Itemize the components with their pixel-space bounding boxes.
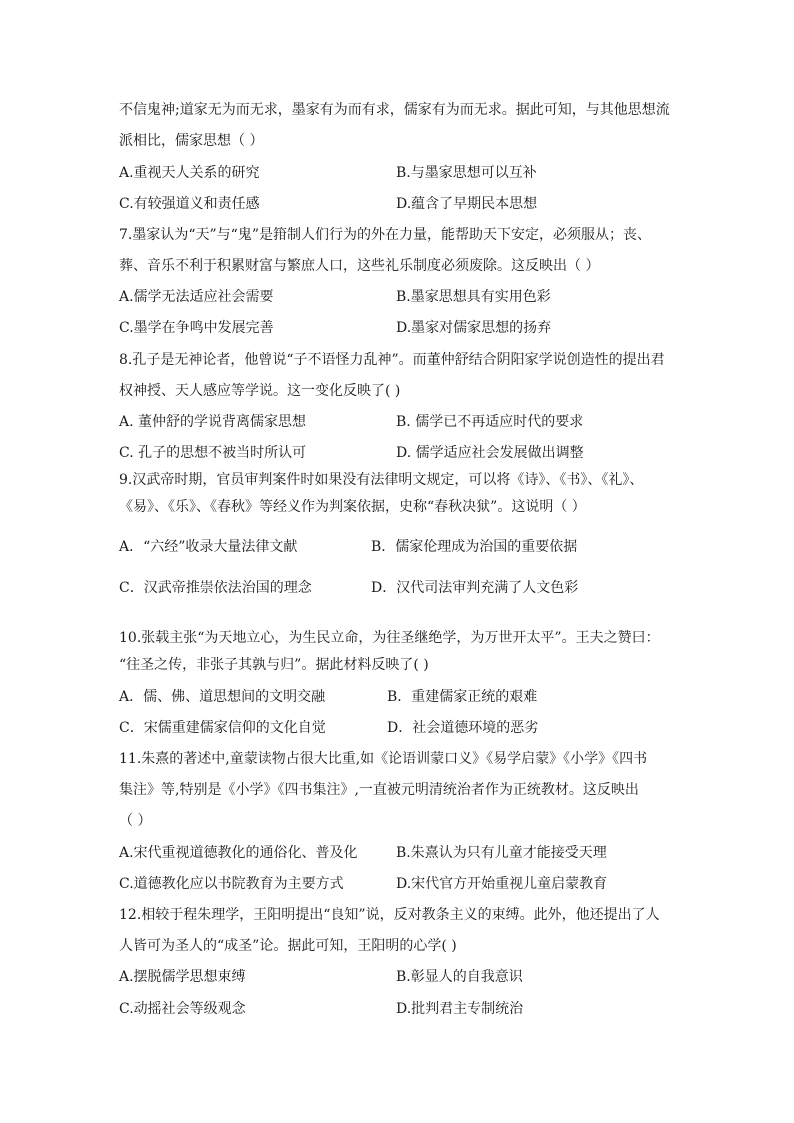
option-d: D.墨家对儒家思想的扬弃: [396, 320, 552, 336]
option-c: C.有较强道义和责任感: [119, 196, 260, 212]
option-a: A．儒、佛、道思想间的文明交融: [119, 689, 326, 705]
option-a: A. 董仲舒的学说背离儒家思想: [119, 414, 307, 430]
option-d: D.蕴含了早期民本思想: [396, 196, 538, 212]
option-c: C.动摇社会等级观念: [119, 1001, 246, 1017]
option-a: A.儒学无法适应社会需要: [119, 289, 274, 305]
question-stem-line: “往圣之传，非张子其孰与归”。据此材料反映了( ): [119, 657, 429, 673]
option-c: C.道德教化应以书院教育为主要方式: [119, 876, 344, 892]
question-stem-line: 7.墨家认为“天”与“鬼”是箝制人们行为的外在力量，能帮助天下安定，必须服从；丧、: [119, 227, 651, 243]
option-c: C．宋儒重建儒家信仰的文化自觉: [119, 720, 326, 736]
option-a: A.宋代重视道德教化的通俗化、普及化: [119, 845, 358, 861]
option-c: C．汉武帝推崇依法治国的理念: [119, 580, 312, 596]
option-d: D.批判君主专制统治: [396, 1001, 524, 1017]
option-d: D．社会道德环境的恶劣: [387, 720, 539, 736]
option-b: B.朱熹认为只有儿童才能接受天理: [396, 845, 607, 861]
question-stem-line: 9.汉武帝时期，官员审判案件时如果没有法律明文规定，可以将《诗》、《书》、《礼》、: [119, 472, 644, 488]
option-b: B．重建儒家正统的艰难: [387, 689, 538, 705]
question-stem-line: 《易》、《乐》、《春秋》等经义作为判案依据，史称“春秋决狱”。这说明（ ）: [119, 499, 586, 515]
option-b: B.彰显人的自我意识: [396, 969, 523, 985]
question-stem-line: 11.朱熹的著述中,童蒙读物占很大比重,如《论语训蒙口义》《易学启蒙》《小学》《四书: [119, 751, 648, 767]
question-stem-line: 10.张载主张“为天地立心，为生民立命，为往圣继绝学，为万世开太平”。王夫之赞曰：: [119, 630, 660, 646]
question-stem-line: （ ）: [119, 813, 152, 829]
question-stem-line: 不信鬼神;道家无为而无求，墨家有为而有求，儒家有为而无求。据此可知，与其他思想流: [119, 102, 670, 118]
option-d: D．汉代司法审判充满了人文色彩: [371, 580, 579, 596]
option-d: D.宋代官方开始重视儿童启蒙教育: [396, 876, 608, 892]
question-stem-line: 12.相较于程朱理学，王阳明提出“良知”说，反对教条主义的束缚。此外，他还提出了人: [119, 907, 660, 923]
question-stem-line: 集注》等,特别是《小学》《四书集注》,一直被元明清统治者作为正统教材。这反映出: [119, 782, 639, 798]
option-b: B. 儒学已不再适应时代的要求: [396, 414, 584, 430]
question-stem-line: 8.孔子是无神论者，他曾说“子不语怪力乱神”。而董仲舒结合阴阳家学说创造性的提出君: [119, 352, 665, 368]
question-stem-line: 葬、音乐不利于积累财富与繁庶人口，这些礼乐制度必须废除。这反映出（ ）: [119, 258, 600, 274]
option-d: D. 儒学适应社会发展做出调整: [396, 445, 584, 461]
option-b: B．儒家伦理成为治国的重要依据: [371, 539, 578, 555]
question-stem-line: 权神授、天人感应等学说。这一变化反映了( ): [119, 383, 401, 399]
option-a: A.摆脱儒学思想束缚: [119, 969, 246, 985]
option-b: B.墨家思想具有实用色彩: [396, 289, 551, 305]
option-a: A.重视天人关系的研究: [119, 165, 260, 181]
option-c: C.墨学在争鸣中发展完善: [119, 320, 274, 336]
option-a: A．“六经”收录大量法律文献: [119, 539, 298, 555]
question-stem-line: 人皆可为圣人的“成圣”论。据此可知，王阳明的心学( ): [119, 938, 457, 954]
option-c: C. 孔子的思想不被当时所认可: [119, 445, 307, 461]
question-stem-line: 派相比，儒家思想（ ）: [119, 133, 264, 149]
option-b: B.与墨家思想可以互补: [396, 165, 537, 181]
